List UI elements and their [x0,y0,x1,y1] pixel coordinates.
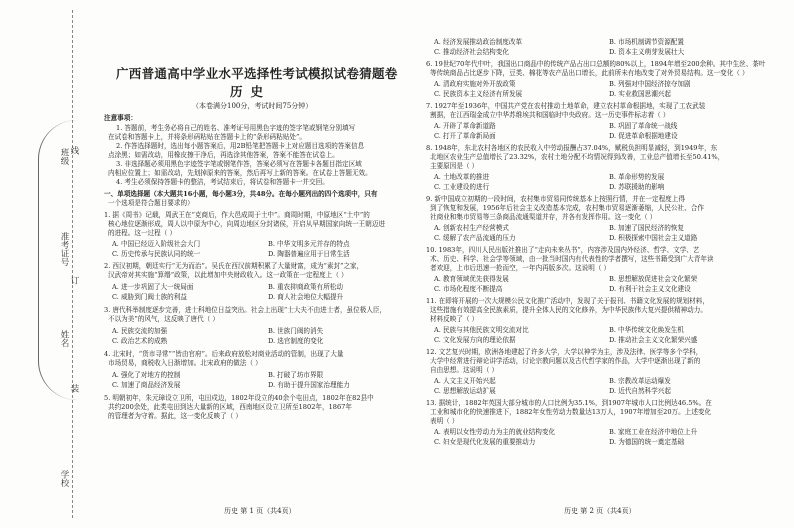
option: C. 加速了商品经济发展 [112,381,181,389]
option: D. 实业救国思潮兴起 [609,90,671,98]
option: C. 文化发展方向的理论依据 [434,336,516,344]
question-11: 材料反映了（ ） [430,315,479,323]
question-10: 术、历史、科学、社会学等领域，由一批当时国内有代表性的学者撰写，这些书籍受到广大青年读 [430,255,714,263]
question-1: 的进程。这一过程（ ） [108,229,177,237]
option: A. 强化了对地方的控制 [112,371,181,379]
option: D. 苏联援助的影响 [609,183,665,191]
option: D. 陶器普遍应用于日常生活 [268,250,350,258]
option: B. 列强对中国经济掠夺加剧 [609,80,691,88]
question-7: 7. 1927年至1936年，中国共产党在农村推动土地革命，建立农村革命根据地，实现了工农武装 [426,102,706,110]
option: D. 近代自然科学兴起 [609,387,671,395]
note-line: 内相应位置上；如需改动，先划掉原来的答案，然后再写上新的答案。在试卷上答题无效。 [108,169,372,177]
seal-text: 订 [69,276,79,285]
question-4: 市场贸易，商税收入日渐增加。北宋政府的做法（ ） [108,359,262,367]
option: B. 世族门阀的消失 [268,327,324,335]
option: C. 市场化程度不断提高 [434,285,503,293]
school-label: 学校 [59,470,69,487]
notes-title: 注意事项： [104,114,137,122]
option: A. 民族交流的加强 [112,327,168,335]
option: D. 促进革命根据地建设 [609,132,678,140]
option: C. 工业建设的进行 [434,183,490,191]
question-10: 者欢迎，上市后迅速一抢而空，一年内再版多次。这说明（ ） [430,264,611,272]
page-footer: 历史 第 1 页（共4页） [224,507,296,515]
option: D. 积极探索中国社会主义道路 [609,234,698,242]
option: A. 经济发展推动政治制度改革 [434,38,523,46]
binding-dashed-line [72,10,73,518]
subject-title: 历史 [230,84,272,99]
option: D. 有助于提升国家治理能力 [268,381,350,389]
question-5: 共约200余处，此类屯田到达大量新的区域，西南地区设立卫所至1802年，1867年 [108,403,352,411]
option: B. 思想解放促进社会文化繁荣 [609,275,698,283]
question-12: 12. 文艺复兴时期，欧洲各地建起了许多大学，大学以神学为主，涉及法律、医学等多个学科， [426,348,703,356]
option: B. 家庭工业在经济中地位上升 [609,428,698,436]
question-4: 4. 北宋时，“货市寻常”“皆由官府”。后来政府放松对商业活动的管制，出现了大量 [104,350,344,358]
question-1: 1. 据《周书》记载，周武王在“克商后，作大邑成周于土中”。商周时期，中原地区“土中”的 [104,211,370,219]
option: C. 打开了革命新局面 [434,132,496,140]
option: A. 表明以女性劳动力为主的就业结构变化 [434,428,556,436]
question-5: 的管理者为守着。据此，这一变化反映了（ ） [108,412,242,420]
question-13: 13. 据统计，1882年英国大部分城市的人口比例为35.1%，到1907年城市人口比例达46.5%。在 [426,399,712,407]
option: B. 加速了国民经济的恢复 [609,224,684,232]
option: A. 土地改革的推进 [434,173,490,181]
question-8: 8. 1948年，东北农村各地区的农民收入中劳动报酬占37.04%，赋税负担明显减轻，到1949年，东 [426,144,718,152]
question-13: 表明（ ） [430,417,459,425]
option: A. 人文主义开始兴起 [434,377,496,385]
section-heading: 一个选项是符合题目要求的） [108,199,194,207]
option: D. 有利于社会主义文化建设 [609,285,691,293]
option: B. 革命形势的发展 [609,173,665,181]
option: B. 巩固了革命统一战线 [609,122,678,130]
option: B. 市场机制调节资源配置 [609,38,684,46]
option: C. 妇女是现代化发展的重要推动力 [434,438,536,446]
question-3: 不以为美”的风气，这反映了唐代（ ） [108,315,219,323]
option: D. 商人社会地位大幅提升 [268,293,344,301]
question-9: 社商业和集市贸易等三条商品流通渠道并存，并各有发挥作用。这一变化（ ） [430,213,657,221]
option: A. 进一步巩固了大一统局面 [112,283,194,291]
exam-scope: （本卷满分100分，考试时间75分钟） [192,102,313,110]
option: C. 历史传承与民族认同的统一 [112,250,201,258]
option: B. 重农抑商政策有所松动 [268,283,343,291]
option: A. 教育领域优先获得发展 [434,275,509,283]
question-6: 6. 19世纪70年代中叶，我国出口商品中的传统产品占出口总额的80%以上，1894年增至200余种。其中生丝、茶叶 [426,60,766,68]
option: B. 宗教改革运动爆发 [609,377,671,385]
question-8: 北地区农业生产总值增长了23.32%，农村土地分配不均情况得到改善，工业总产值增长至50.41%， [430,153,725,161]
question-11: 11. 在即将开展的一次大规模公民文化推广活动中，发现了关于报刊、书籍文化发展的规划材料， [426,297,709,305]
exam-number-label: 准考证号 [59,232,69,266]
option: B. 中华文明多元并存的特点 [268,240,350,248]
note-line: 3. 非选择题必须用黑色字迹签字笔或钢笔作答，答案必须写在答题卡各题目指定区域 [116,160,362,168]
question-12: 大学中经常进行辩论讲学活动，讨论宗教问题以及古代哲学家的作品，大学中逐渐出现了新的 [430,357,701,365]
exam-title: 广西普通高中学业水平选择性考试模拟试卷猜题卷 [116,66,398,81]
note-line: 1. 答题前，考生务必将自己的姓名、准考证号用黑色字迹的签字笔或钢笔分别填写 [116,124,356,132]
option: B. 打破了坊市界限 [268,371,324,379]
page-footer: 历史 第 2 页（共4页） [564,507,636,515]
option: D. 为德国的统一奠定基础 [609,438,685,446]
question-10: 10. 1983年，四川人民出版社推出了“走向未来丛书”，内容涉及国内外经济、哲学、文学、艺 [426,246,700,254]
note-line: 2. 作答选择题时，选出每小题答案后，用2B铅笔把答题卡上对应题目选项的答案信息 [116,142,365,150]
question-9: 9. 新中国成立初期的一段时间，农村集市贸易同传统基本上按照行情，并在一定程度上得 [426,195,685,203]
seal-text: 线 [69,146,79,155]
question-11: 这些措施有效提高全民族素质，提升全体人民的文化修养，为中华民族伟大复兴提供精神动力。 [430,306,707,314]
question-9: 到了恢复和发展，1956年后社会主义改造基本完成，农村集市贸易逐渐萎缩，人民公社、合作 [430,204,704,212]
question-5: 5. 明朝初年，朱元璋设立卫所，屯田戍边，1802年设立的40余个屯田点，1802年在82县中 [104,394,374,402]
question-12: 自由思想。这说明（ ） [430,366,499,374]
note-line: 在试卷和答题卡上，并将条形码粘贴在答题卡上的“条形码粘贴处”。 [108,133,306,141]
option: D. 选官制度的变化 [268,337,324,345]
question-8: 主要原因是（ ） [430,162,479,170]
option: C. 政治艺术的成熟 [112,337,168,345]
option: A. 创新农村生产经营模式 [434,224,509,232]
question-2: 汉武帝对其实施“算缗”政策，以此增加中央财政收入。这一政策在一定程度上（ ） [108,271,348,279]
option: A. 清政府实施对外开放政策 [434,80,516,88]
section-heading: 一、单项选择题（本大题共16小题，每小题3分，共48分。在每小题列出的四个选项中，只有 [104,190,378,198]
question-1: 核心地位逐渐形成，周人以中原为中心，向周边地区分封诸侯，开启从早期国家向统一王朝迈进 [108,220,385,228]
seal-text: 装 [69,384,79,393]
name-label: 姓名 [59,330,69,347]
question-3: 3. 唐代科举制度逐步完善，进士科地位日益突出。社会上出现“士大夫不由进士者，虽位极人臣， [104,306,387,314]
option: C. 缓解了农产品流通的压力 [434,234,516,242]
binding-margin [0,0,92,528]
question-6: 等传统商品占比逐步下降，豆类、棉花等农产品出口增长，此前所未有地改变了对外贸易结构。这一变化（ ） [430,69,749,77]
note-line: 点涂黑；如需改动，用橡皮擦干净后，再选涂其他答案，答案不能答在试卷上。 [108,151,339,159]
option: C. 威胁到门阀士族的利益 [112,293,187,301]
question-13: 工业和城市化的快速推进下，1882年女性劳动力数量达13万人，1907年增加至20万。上述变化 [430,408,712,416]
class-label: 班级 [59,148,69,165]
note-line: 4. 考生必须保持答题卡的整洁，考试结束后，将试卷和答题卡一并交回。 [116,178,329,186]
option: C. 思想解放运动扩展 [434,387,496,395]
option: B. 中华传统文化焕发生机 [609,326,684,334]
option: C. 民族资本主义经济有所发展 [434,90,523,98]
option: D. 推动社会主义文化繁荣兴盛 [609,336,698,344]
question-7: 割据，在江西瑞金成立中华苏维埃共和国临时中央政府。这一历史事件标志着（ ） [430,111,670,119]
option: A. 开辟了革命新道路 [434,122,496,130]
question-2: 2. 西汉初期，朝廷实行“无为而治”。吴氏在西汉前期积累了大量财富，成为“素封”之家， [104,262,364,270]
option: A. 民族与其他民族文明交流对比 [434,326,529,334]
option: D. 资本主义萌芽发展壮大 [609,48,685,56]
option: C. 推动经济社会结构变化 [434,48,509,56]
option: A. 中国已经迈入阶级社会大门 [112,240,201,248]
